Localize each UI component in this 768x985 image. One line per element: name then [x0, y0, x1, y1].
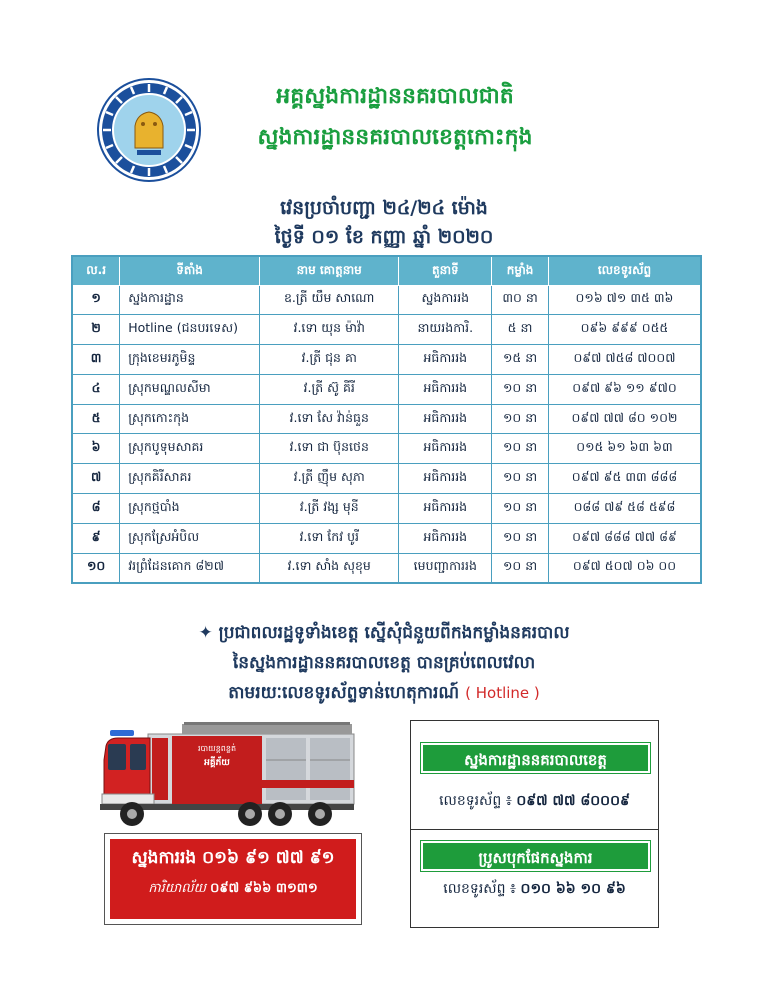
- row-phone: ០៨៨ ៧៩ ៥៨ ៥៩៨: [548, 494, 701, 524]
- row-officer-name: វ.ត្រី ញ៉ឹម សុភា: [259, 464, 398, 494]
- row-officer-name: វ.ត្រី ស៊ូ គីរី: [259, 374, 398, 404]
- row-index: ៦: [72, 434, 120, 464]
- row-phone: ០៩៧ ៥០៧ ០៦ ០០: [548, 553, 701, 583]
- office-phone-line: [110, 880, 356, 899]
- row-location: វរព្រំដែនគោក ៨២៧: [120, 553, 260, 583]
- row-phone: ០៩៧ ៧៥៨ ៧០០៧: [548, 345, 701, 375]
- deputy-commissioner-phone: ស្នងការរង ០១៦ ៩១ ៧៧ ៩១: [131, 848, 335, 868]
- row-force: ១០ នា: [492, 434, 549, 464]
- header-location: ទីតាំង: [120, 256, 260, 285]
- notice-line-1: ✦ ប្រជាពលរដ្ឋទូទាំងខេត្ត ស្នើសុំជំនួយពីកងកម្លាំងនគរបាល: [198, 623, 570, 643]
- office-number: ០៩៧ ៩៦៦ ៣១៣១: [210, 881, 318, 896]
- row-phone: ០៩៦ ៩៩៩ ០៥៥: [548, 315, 701, 345]
- police-emblem-logo: [97, 78, 201, 182]
- row-role: អធិការរង: [399, 434, 492, 464]
- row-phone: ០៩៧ ៧៧ ៨០ ១០២: [548, 404, 701, 434]
- table-row: [72, 315, 701, 345]
- row-role: អធិការរង: [399, 404, 492, 434]
- row-officer-name: វ.ត្រី ជុន គា: [259, 345, 398, 375]
- panel-divider: [411, 829, 658, 830]
- row-role: អធិការរង: [399, 464, 492, 494]
- row-role: អធិការរង: [399, 523, 492, 553]
- row-index: ៨: [72, 494, 120, 524]
- row-officer-name: ឧ.ត្រី យឹម សាណោ: [259, 285, 398, 315]
- row-force: ១០ នា: [492, 374, 549, 404]
- row-role: អធិការរង: [399, 494, 492, 524]
- row-location: ស្រុកស្រែអំបិល: [120, 523, 260, 553]
- table-row: [72, 404, 701, 434]
- table-row: [72, 464, 701, 494]
- row-location: ស្រុកគិរីសាគរ: [120, 464, 260, 494]
- row-index: ១: [72, 285, 120, 315]
- row-role: ស្នងការរង: [399, 285, 492, 315]
- header-role: តួនាទី: [399, 256, 492, 285]
- row-index: ៧: [72, 464, 120, 494]
- row-phone: ០៩៧ ៩៦ ១១ ៩៧០: [548, 374, 701, 404]
- header-index: ល.រ: [72, 256, 120, 285]
- row-index: ១០: [72, 553, 120, 583]
- row-force: ១០ នា: [492, 404, 549, 434]
- header-phone: លេខទូរស័ព្ទ: [548, 256, 701, 285]
- fire-truck-image: [100, 720, 360, 830]
- notice-line-3-text: តាមរយៈលេខទូរស័ព្ទទាន់ហេតុការណ៍: [228, 683, 460, 703]
- row-location: ស្រុកកោះកុង: [120, 404, 260, 434]
- row-index: ៤: [72, 374, 120, 404]
- table-row: [72, 374, 701, 404]
- row-officer-name: វ.ទោ យុន ម៉ាវ៉ា: [259, 315, 398, 345]
- table-row: [72, 434, 701, 464]
- row-location: ស្នងការដ្ឋាន: [120, 285, 260, 315]
- row-force: ៥ នា: [492, 315, 549, 345]
- row-officer-name: វ.ទោ សែ វ៉ាន់ធួន: [259, 404, 398, 434]
- table-row: [72, 345, 701, 375]
- row-role: អធិការរង: [399, 374, 492, 404]
- schedule-date: ថ្ងៃទី ០១ ខែ កញ្ញា ឆ្នាំ ២០២០: [274, 226, 494, 248]
- police-phone-line: [411, 791, 658, 812]
- truck-door-text-1: របាយន្តពន្លត់: [197, 744, 237, 753]
- row-index: ៩: [72, 523, 120, 553]
- row-force: ៣០ នា: [492, 285, 549, 315]
- table-row: [72, 523, 701, 553]
- fire-contact-box: [104, 833, 362, 925]
- table-header-row: [72, 256, 701, 285]
- hotline-label: ( Hotline ): [465, 684, 540, 702]
- row-location: ស្រុកថ្មបាំង: [120, 494, 260, 524]
- row-force: ១០ នា: [492, 494, 549, 524]
- notice-line-3: [0, 682, 768, 707]
- row-index: ២: [72, 315, 120, 345]
- row-location: ស្រុកមណ្ឌលសីមា: [120, 374, 260, 404]
- ops-phone-label: លេខទូរស័ព្ទ ៖: [443, 881, 517, 897]
- row-force: ១០ នា: [492, 464, 549, 494]
- row-location: ក្រុងខេមរភូមិន្ទ: [120, 345, 260, 375]
- row-officer-name: វ.ទោ កែវ បូរី: [259, 523, 398, 553]
- header-name: នាម គោត្តនាម: [259, 256, 398, 285]
- row-role: មេបញ្ជាការរង: [399, 553, 492, 583]
- police-panel-title: ស្នងការដ្ឋាននគរបាលខេត្ត: [421, 743, 650, 773]
- row-officer-name: វ.ត្រី វង្ស មុនី: [259, 494, 398, 524]
- police-phone-number: ០៩៧ ៧៧ ៨០០០៩: [516, 793, 630, 809]
- row-force: ១០ នា: [492, 523, 549, 553]
- row-force: ១៥ នា: [492, 345, 549, 375]
- notice-line-2: នៃស្នងការដ្ឋាននគរបាលខេត្ត បានគ្រប់ពេលវេលា: [232, 653, 536, 673]
- row-phone: ០៩៧ ៩៥ ៣៣ ៨៨៨: [548, 464, 701, 494]
- row-role: អធិការរង: [399, 345, 492, 375]
- ops-phone-number: ០១០ ៦៦ ១០ ៩៦: [520, 881, 626, 897]
- office-label: ការិយាល័យ: [148, 881, 206, 896]
- row-officer-name: វ.ទោ ជា ប៊ុនថេន: [259, 434, 398, 464]
- table-row: [72, 494, 701, 524]
- row-phone: ០១៦ ៧១ ៣៥ ៣៦: [548, 285, 701, 315]
- row-location: Hotline (ជនបរទេស): [120, 315, 260, 345]
- police-phone-label: លេខទូរស័ព្ទ ៖: [439, 793, 512, 809]
- ministry-title: អគ្គស្នងការដ្ឋាននគរបាលជាតិ: [276, 84, 514, 109]
- ops-panel-title: ប្រូសបុកផែកស្នងការ: [421, 841, 650, 871]
- provincial-title: ស្នងការដ្ឋាននគរបាលខេត្តកោះកុង: [257, 125, 533, 150]
- ops-phone-line: [411, 879, 658, 900]
- row-location: ស្រុកបូទុមសាគរ: [120, 434, 260, 464]
- table-row: [72, 285, 701, 315]
- row-phone: ០៩៧ ៨៨៨ ៧៧ ៨៩: [548, 523, 701, 553]
- row-phone: ០១៥ ៦១ ៦៣ ៦៣: [548, 434, 701, 464]
- row-role: នាយរងការិ.: [399, 315, 492, 345]
- row-officer-name: វ.ទោ សាំង សុខុម: [259, 553, 398, 583]
- row-index: ៣: [72, 345, 120, 375]
- header-force: កម្លាំង: [492, 256, 549, 285]
- contact-panel: [410, 720, 659, 928]
- table-row: [72, 553, 701, 583]
- schedule-heading: វេនប្រចាំបញ្ជា ២៤/២៤ ម៉ោង: [280, 197, 488, 219]
- truck-door-text-2: អគ្គីភ័យ: [204, 758, 230, 768]
- row-index: ៥: [72, 404, 120, 434]
- row-force: ១០ នា: [492, 553, 549, 583]
- duty-table: [71, 255, 702, 584]
